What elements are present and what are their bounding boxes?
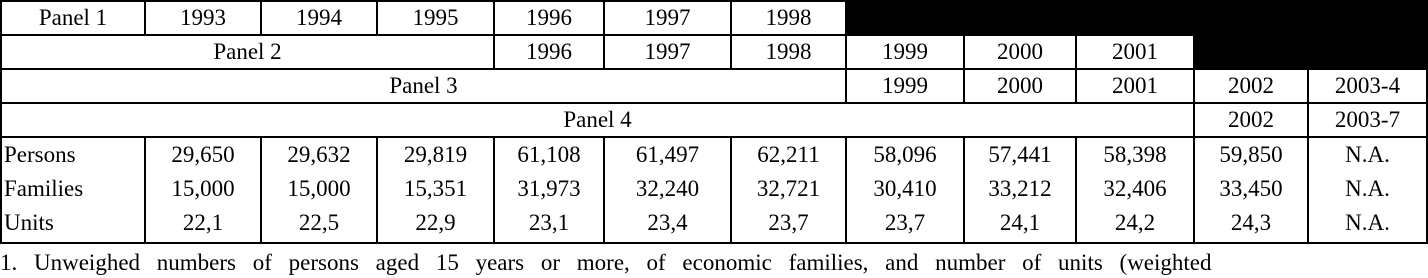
value-families: 32,406 xyxy=(1103,176,1167,201)
panel-label: Panel 1 xyxy=(1,1,145,35)
year-cell: 2001 xyxy=(1076,35,1194,69)
value-units: 22,9 xyxy=(415,210,456,235)
value-cell xyxy=(1076,137,1194,243)
value-cell xyxy=(494,137,604,243)
year-cell: 1998 xyxy=(731,35,846,69)
value-families: 32,240 xyxy=(635,176,700,201)
year-cell: 2003-7 xyxy=(1308,103,1427,137)
value-families: 15,351 xyxy=(403,176,468,201)
panel-1-row xyxy=(1,1,1427,35)
value-persons: N.A. xyxy=(1345,142,1390,167)
year-cell: 1997 xyxy=(604,35,731,69)
value-families: 32,721 xyxy=(756,176,821,201)
row-label-units: Units xyxy=(4,210,54,235)
value-units: 23,4 xyxy=(647,210,688,235)
year-cell: 1994 xyxy=(261,1,377,35)
value-cell xyxy=(964,137,1076,243)
value-persons: 62,211 xyxy=(757,142,820,167)
year-cell: 2002 xyxy=(1194,103,1308,137)
value-families: 33,212 xyxy=(988,176,1052,201)
year-cell: 2000 xyxy=(964,69,1076,103)
value-cell xyxy=(846,137,964,243)
panel-4-row xyxy=(1,103,1427,137)
value-units: 22,1 xyxy=(182,210,224,235)
value-units: 24,3 xyxy=(1230,210,1272,235)
year-cell: 2000 xyxy=(964,35,1076,69)
value-families: 33,450 xyxy=(1219,176,1283,201)
value-families: 30,410 xyxy=(873,176,937,201)
value-units: 23,1 xyxy=(528,210,570,235)
year-cell: 1999 xyxy=(846,35,964,69)
year-cell: 2001 xyxy=(1076,69,1194,103)
footnote: 1. Unweighed numbers of persons aged 15 years or more, of economic families, and number of units (weighted xyxy=(0,250,1212,275)
year-cell: 2002 xyxy=(1194,69,1308,103)
value-families: N.A. xyxy=(1345,176,1390,201)
value-families: 15,000 xyxy=(171,176,235,201)
year-cell: 1999 xyxy=(846,69,964,103)
row-label-families: Families xyxy=(4,176,84,201)
value-units: 24,1 xyxy=(999,210,1041,235)
year-cell: 1998 xyxy=(731,1,846,35)
panel-label: Panel 2 xyxy=(1,35,494,69)
panel-label: Panel 4 xyxy=(1,103,1194,137)
value-persons: 61,108 xyxy=(517,142,581,167)
blank-cell xyxy=(846,1,1427,35)
year-cell: 1997 xyxy=(604,1,731,35)
value-units: 24,2 xyxy=(1114,210,1156,235)
year-cell: 1996 xyxy=(494,1,604,35)
value-persons: 57,441 xyxy=(988,142,1052,167)
value-persons: 29,819 xyxy=(403,142,468,167)
year-cell: 1996 xyxy=(494,35,604,69)
panel-3-row xyxy=(1,69,1427,103)
value-cell xyxy=(145,137,261,243)
counts-row xyxy=(1,137,1427,243)
row-label-persons: Persons xyxy=(4,142,76,167)
value-cell xyxy=(731,137,846,243)
value-persons: 29,650 xyxy=(171,142,235,167)
value-cell xyxy=(261,137,377,243)
value-units: N.A. xyxy=(1345,210,1390,235)
value-persons: 61,497 xyxy=(635,142,700,167)
year-cell: 1993 xyxy=(145,1,261,35)
value-persons: 58,398 xyxy=(1103,142,1167,167)
value-persons: 29,632 xyxy=(287,142,351,167)
panel-label: Panel 3 xyxy=(1,69,846,103)
value-persons: 58,096 xyxy=(873,142,937,167)
value-persons: 59,850 xyxy=(1219,142,1283,167)
value-cell xyxy=(1194,137,1308,243)
value-families: 31,973 xyxy=(517,176,581,201)
panel-2-row xyxy=(1,35,1427,69)
value-cell xyxy=(377,137,494,243)
value-cell xyxy=(1308,137,1427,243)
value-families: 15,000 xyxy=(287,176,351,201)
value-units: 23,7 xyxy=(884,210,926,235)
blank-cell xyxy=(1194,35,1427,69)
value-units: 23,7 xyxy=(768,210,809,235)
year-cell: 2003-4 xyxy=(1308,69,1427,103)
value-units: 22,5 xyxy=(298,210,340,235)
row-labels xyxy=(1,137,145,243)
value-cell xyxy=(604,137,731,243)
year-cell: 1995 xyxy=(377,1,494,35)
